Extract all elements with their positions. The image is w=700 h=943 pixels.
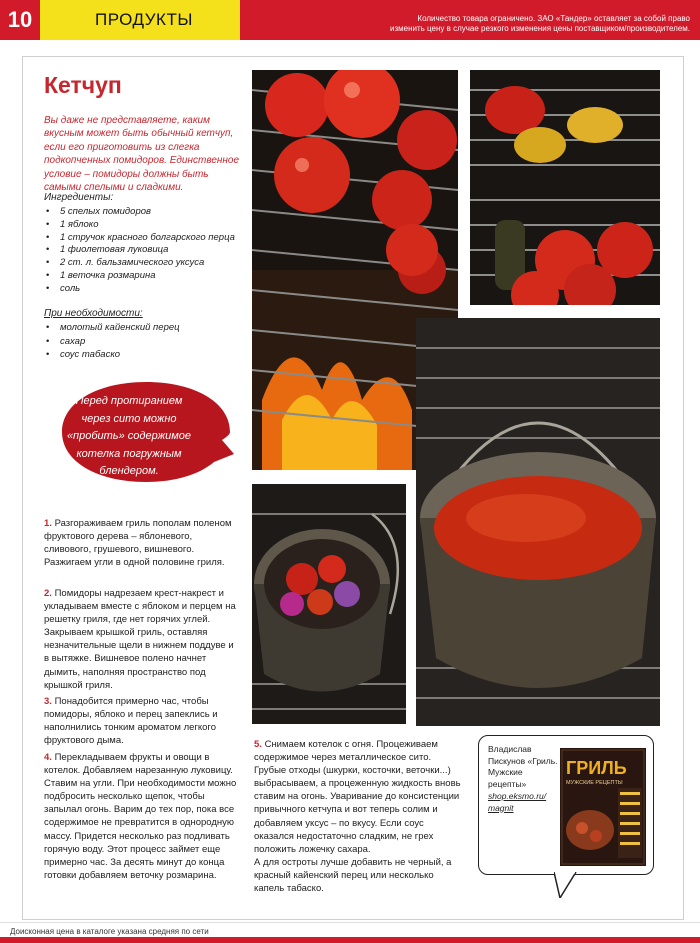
page-number: 10: [0, 0, 40, 40]
header-disclaimer: [270, 14, 690, 34]
step-number: 1.: [44, 518, 52, 529]
extras-list: [44, 321, 180, 362]
book-cover: [560, 748, 646, 866]
step-1: [44, 517, 240, 569]
tip-text: Перед протиранием через сито можно «пробить» содержимое котелка погружным блендером.: [66, 395, 192, 477]
photo-ketchup-pot: [416, 318, 660, 726]
footer-bar: [0, 937, 700, 943]
photo-vegetables-pot: [252, 484, 406, 724]
extra-item: • соус табаско: [44, 348, 180, 362]
ingredient-item: • соль: [44, 283, 235, 296]
step-text: Перекладываем фрукты и овощи в котелок. Добавляем нарезанную луковицу. Ставим на угли. При необходимости можно подбросить несколько щепок, чтобы запылал огонь. Варим до тех пор, пока все содержимое не превратится в однородную массу. Придется несколько раз подливать горячую воду. Этот процесс займет еще примерно час. За десять минут до конца готовки добавляем веточку розмарина.: [44, 752, 237, 881]
step-text: Разгораживаем гриль пополам поленом фруктового дерева – яблоневого, сливового, грушевого, вишневого. Разжигаем угли в одной половине гриля.: [44, 518, 232, 569]
ingredients-heading: Ингредиенты:: [44, 192, 114, 203]
ingredient-item: • 1 стручок красного болгарского перца: [44, 232, 235, 245]
section-title: ПРОДУКТЫ: [40, 0, 240, 40]
article-title: Кетчуп: [44, 72, 122, 98]
extra-item: • сахар: [44, 335, 180, 349]
step-5: [254, 738, 464, 895]
extras-heading: При необходимости:: [44, 308, 143, 319]
extra-item: • молотый кайенский перец: [44, 321, 180, 335]
footer-note: Доисконная цена в каталоге указана средняя по сети: [10, 927, 209, 936]
ingredient-item: • 1 фиолетовая луковица: [44, 244, 235, 257]
disclaimer-line-1: Количество товара ограничено. ЗАО «Тандер» оставляет за собой право: [417, 14, 690, 23]
book-author: Владислав Пискунов «Гриль. Мужские рецепты»: [488, 744, 558, 789]
ad-speech-tail: [554, 872, 584, 898]
step-number: 4.: [44, 752, 52, 763]
ingredient-item: • 1 яблоко: [44, 219, 235, 232]
book-subtitle: МУЖСКИЕ РЕЦЕПТЫ: [566, 780, 623, 786]
ingredients-list: [44, 206, 235, 296]
step-3: [44, 695, 240, 747]
ingredient-item: • 5 спелых помидоров: [44, 206, 235, 219]
book-title: ГРИЛЬ: [566, 758, 627, 778]
step-number: 2.: [44, 588, 52, 599]
photo-peppers-grill: [470, 70, 660, 305]
ingredient-item: • 2 ст. л. бальзамического уксуса: [44, 257, 235, 270]
step-number: 5.: [254, 739, 262, 750]
step-5-extra: А для остроты лучше добавить не черный, а красный кайенский перец или несколько капель табаско.: [254, 856, 452, 895]
disclaimer-line-2: изменить цену в случае резкого изменения цены поставщиком/производителем.: [389, 24, 690, 33]
step-text: Понадобится примерно час, чтобы помидоры, яблоко и перец запеклись и наполнились тонким ароматом легкого фруктового дыма.: [44, 696, 218, 747]
step-text: Помидоры надрезаем крест-накрест и укладываем вместе с яблоком и перцем на решетку гриля, где нет горячих углей. Закрываем крышкой гриль, оставляя незначительные щели в нижнем поддуве и в вытяжке. Вишневое полено начнет дымить, наполняя пространство под крышкой гриля.: [44, 588, 236, 691]
step-text: Снимаем котелок с огня. Процеживаем содержимое через металлическое сито. Грубые отходы (шкурки, косточки, веточки...) выбрасываем, а процеженную жидкость вновь ставим на огонь. Уваривание до консистенции привычного кетчупа и вот теперь солим и добавляем уксус – по вкусу. Если соус оказался недостаточно сладким, не грех положить ложечку сахара.: [254, 739, 461, 855]
step-2: [44, 587, 240, 692]
shop-link[interactable]: shop.eksmo.ru/ magnit: [488, 791, 547, 813]
ingredient-item: • 1 веточка розмарина: [44, 270, 235, 283]
step-number: 3.: [44, 696, 52, 707]
article-intro: Вы даже не представляете, каким вкусным может быть обычный кетчуп, если его приготовить из слегка подкопченных помидоров. Единственное условие – помидоры должны быть самыми спелыми и сладкими.: [44, 115, 240, 194]
step-4: [44, 751, 240, 882]
